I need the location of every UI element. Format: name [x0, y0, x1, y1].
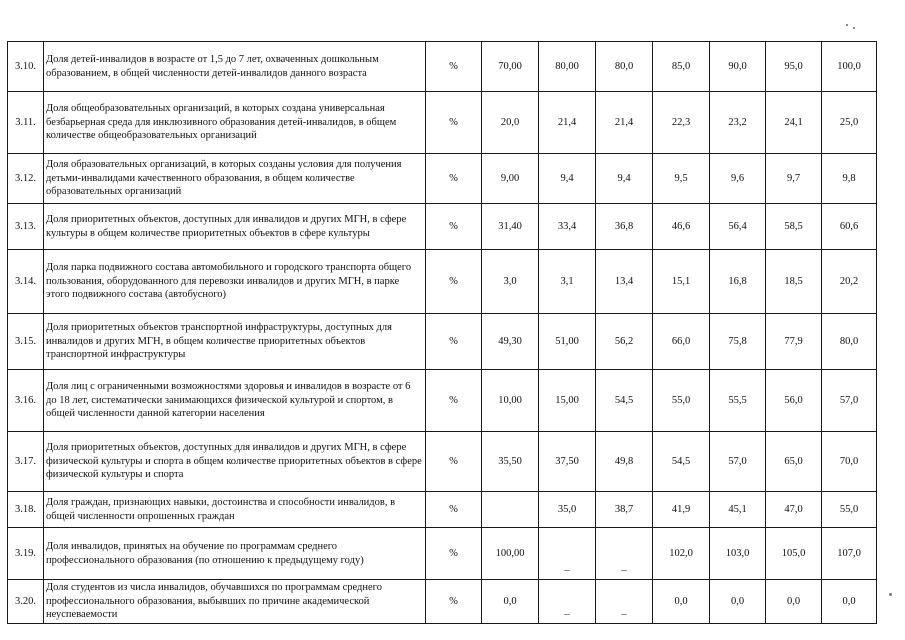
- value-cell: 54,5: [653, 432, 710, 492]
- value-cell: 36,8: [596, 204, 653, 250]
- row-number: 3.16.: [8, 370, 44, 432]
- value-cell: 22,3: [653, 92, 710, 154]
- scan-speck: [846, 24, 848, 26]
- value-cell: 51,00: [539, 314, 596, 370]
- indicator-name: Доля приоритетных объектов, доступных для инвалидов и других МГН, в сфере культуры в общем количестве приоритетных объектов в сфере культуры: [44, 204, 426, 250]
- value-cell: 90,0: [710, 42, 766, 92]
- value-cell: 55,0: [653, 370, 710, 432]
- value-cell: 0,0: [482, 580, 539, 624]
- table-row: [8, 492, 877, 528]
- value-cell: 80,0: [822, 314, 877, 370]
- value-cell: 57,0: [710, 432, 766, 492]
- value-cell: _: [539, 580, 596, 624]
- unit-cell: %: [426, 250, 482, 314]
- value-cell: 21,4: [539, 92, 596, 154]
- indicator-name: Доля образовательных организаций, в которых созданы условия для получения детьми-инвалидами качественного образования, в общем количестве образовательных организаций: [44, 154, 426, 204]
- unit-cell: %: [426, 204, 482, 250]
- value-cell: 57,0: [822, 370, 877, 432]
- indicator-name: Доля граждан, признающих навыки, достоинства и способности инвалидов, в общей численности опрошенных граждан: [44, 492, 426, 528]
- value-cell: 56,0: [766, 370, 822, 432]
- indicator-name: Доля лиц с ограниченными возможностями здоровья и инвалидов в возрасте от 6 до 18 лет, систематически занимающихся физической культурой и спортом, в общей численности данной категории населения: [44, 370, 426, 432]
- row-number: 3.18.: [8, 492, 44, 528]
- value-cell: 70,0: [822, 432, 877, 492]
- value-cell: 35,50: [482, 432, 539, 492]
- row-number: 3.19.: [8, 528, 44, 580]
- value-cell: 66,0: [653, 314, 710, 370]
- value-cell: 0,0: [822, 580, 877, 624]
- value-cell: 16,8: [710, 250, 766, 314]
- unit-cell: %: [426, 528, 482, 580]
- value-cell: 9,8: [822, 154, 877, 204]
- table-body: [8, 42, 877, 624]
- row-number: 3.14.: [8, 250, 44, 314]
- value-cell: 15,1: [653, 250, 710, 314]
- value-cell: 80,00: [539, 42, 596, 92]
- unit-cell: %: [426, 432, 482, 492]
- value-cell: 35,0: [539, 492, 596, 528]
- scan-speck: [853, 27, 855, 29]
- value-cell: 56,4: [710, 204, 766, 250]
- value-cell: 37,50: [539, 432, 596, 492]
- value-cell: 47,0: [766, 492, 822, 528]
- value-cell: 107,0: [822, 528, 877, 580]
- value-cell: 41,9: [653, 492, 710, 528]
- value-cell: 9,6: [710, 154, 766, 204]
- value-cell: 103,0: [710, 528, 766, 580]
- row-number: 3.17.: [8, 432, 44, 492]
- value-cell: 105,0: [766, 528, 822, 580]
- value-cell: 9,4: [539, 154, 596, 204]
- indicator-name: Доля приоритетных объектов, доступных для инвалидов и других МГН, в сфере физической культуры и спорта в общем количестве приоритетных объектов в сфере физической культуры и спорта: [44, 432, 426, 492]
- table-row: [8, 580, 877, 624]
- value-cell: 3,0: [482, 250, 539, 314]
- value-cell: 65,0: [766, 432, 822, 492]
- value-cell: 0,0: [653, 580, 710, 624]
- table-row: [8, 528, 877, 580]
- unit-cell: %: [426, 370, 482, 432]
- value-cell: 9,7: [766, 154, 822, 204]
- scan-margin-mark: [889, 593, 892, 596]
- value-cell: 33,4: [539, 204, 596, 250]
- value-cell: 31,40: [482, 204, 539, 250]
- value-cell: 58,5: [766, 204, 822, 250]
- unit-cell: %: [426, 492, 482, 528]
- value-cell: 60,6: [822, 204, 877, 250]
- value-cell: 21,4: [596, 92, 653, 154]
- value-cell: 10,00: [482, 370, 539, 432]
- value-cell: 100,0: [822, 42, 877, 92]
- table-row: [8, 314, 877, 370]
- indicator-name: Доля студентов из числа инвалидов, обучавшихся по программам среднего профессионального образования, выбывших по причине академической неуспеваемости: [44, 580, 426, 624]
- value-cell: 54,5: [596, 370, 653, 432]
- value-cell: 95,0: [766, 42, 822, 92]
- value-cell: 75,8: [710, 314, 766, 370]
- value-cell: 0,0: [710, 580, 766, 624]
- table-row: [8, 370, 877, 432]
- indicator-name: Доля парка подвижного состава автомобильного и городского транспорта общего пользования, оборудованного для перевозки инвалидов и других МГН, в парке этого подвижного состава (автобусного): [44, 250, 426, 314]
- indicator-name: Доля общеобразовательных организаций, в которых создана универсальная безбарьерная среда для инклюзивного образования детей-инвалидов, в общем количестве общеобразовательных организаций: [44, 92, 426, 154]
- table-row: [8, 204, 877, 250]
- value-cell: 15,00: [539, 370, 596, 432]
- table-row: [8, 432, 877, 492]
- value-cell: 102,0: [653, 528, 710, 580]
- unit-cell: %: [426, 92, 482, 154]
- value-cell: 56,2: [596, 314, 653, 370]
- value-cell: 20,2: [822, 250, 877, 314]
- value-cell: 55,5: [710, 370, 766, 432]
- indicator-name: Доля приоритетных объектов транспортной инфраструктуры, доступных для инвалидов и других МГН, в общем количестве приоритетных объектов транспортной инфраструктуры: [44, 314, 426, 370]
- value-cell: 55,0: [822, 492, 877, 528]
- value-cell: 77,9: [766, 314, 822, 370]
- value-cell: 100,00: [482, 528, 539, 580]
- value-cell: 46,6: [653, 204, 710, 250]
- value-cell: 45,1: [710, 492, 766, 528]
- table-row: [8, 154, 877, 204]
- value-cell: 3,1: [539, 250, 596, 314]
- value-cell: _: [596, 528, 653, 580]
- row-number: 3.15.: [8, 314, 44, 370]
- value-cell: 80,0: [596, 42, 653, 92]
- row-number: 3.11.: [8, 92, 44, 154]
- value-cell: 85,0: [653, 42, 710, 92]
- unit-cell: %: [426, 42, 482, 92]
- value-cell: 20,0: [482, 92, 539, 154]
- unit-cell: %: [426, 580, 482, 624]
- indicators-table: [7, 41, 877, 624]
- value-cell: 38,7: [596, 492, 653, 528]
- value-cell: 9,5: [653, 154, 710, 204]
- table-row: [8, 42, 877, 92]
- value-cell: _: [596, 580, 653, 624]
- row-number: 3.13.: [8, 204, 44, 250]
- value-cell: 24,1: [766, 92, 822, 154]
- value-cell: [482, 492, 539, 528]
- value-cell: 18,5: [766, 250, 822, 314]
- row-number: 3.20.: [8, 580, 44, 624]
- value-cell: _: [539, 528, 596, 580]
- value-cell: 23,2: [710, 92, 766, 154]
- value-cell: 9,00: [482, 154, 539, 204]
- row-number: 3.10.: [8, 42, 44, 92]
- unit-cell: %: [426, 154, 482, 204]
- value-cell: 13,4: [596, 250, 653, 314]
- unit-cell: %: [426, 314, 482, 370]
- value-cell: 70,00: [482, 42, 539, 92]
- table-row: [8, 92, 877, 154]
- row-number: 3.12.: [8, 154, 44, 204]
- value-cell: 49,30: [482, 314, 539, 370]
- value-cell: 9,4: [596, 154, 653, 204]
- table-row: [8, 250, 877, 314]
- indicator-name: Доля инвалидов, принятых на обучение по программам среднего профессионального образования (по отношению к предыдущему году): [44, 528, 426, 580]
- value-cell: 25,0: [822, 92, 877, 154]
- value-cell: 0,0: [766, 580, 822, 624]
- value-cell: 49,8: [596, 432, 653, 492]
- indicator-name: Доля детей-инвалидов в возрасте от 1,5 до 7 лет, охваченных дошкольным образованием, в общей численности детей-инвалидов данного возраста: [44, 42, 426, 92]
